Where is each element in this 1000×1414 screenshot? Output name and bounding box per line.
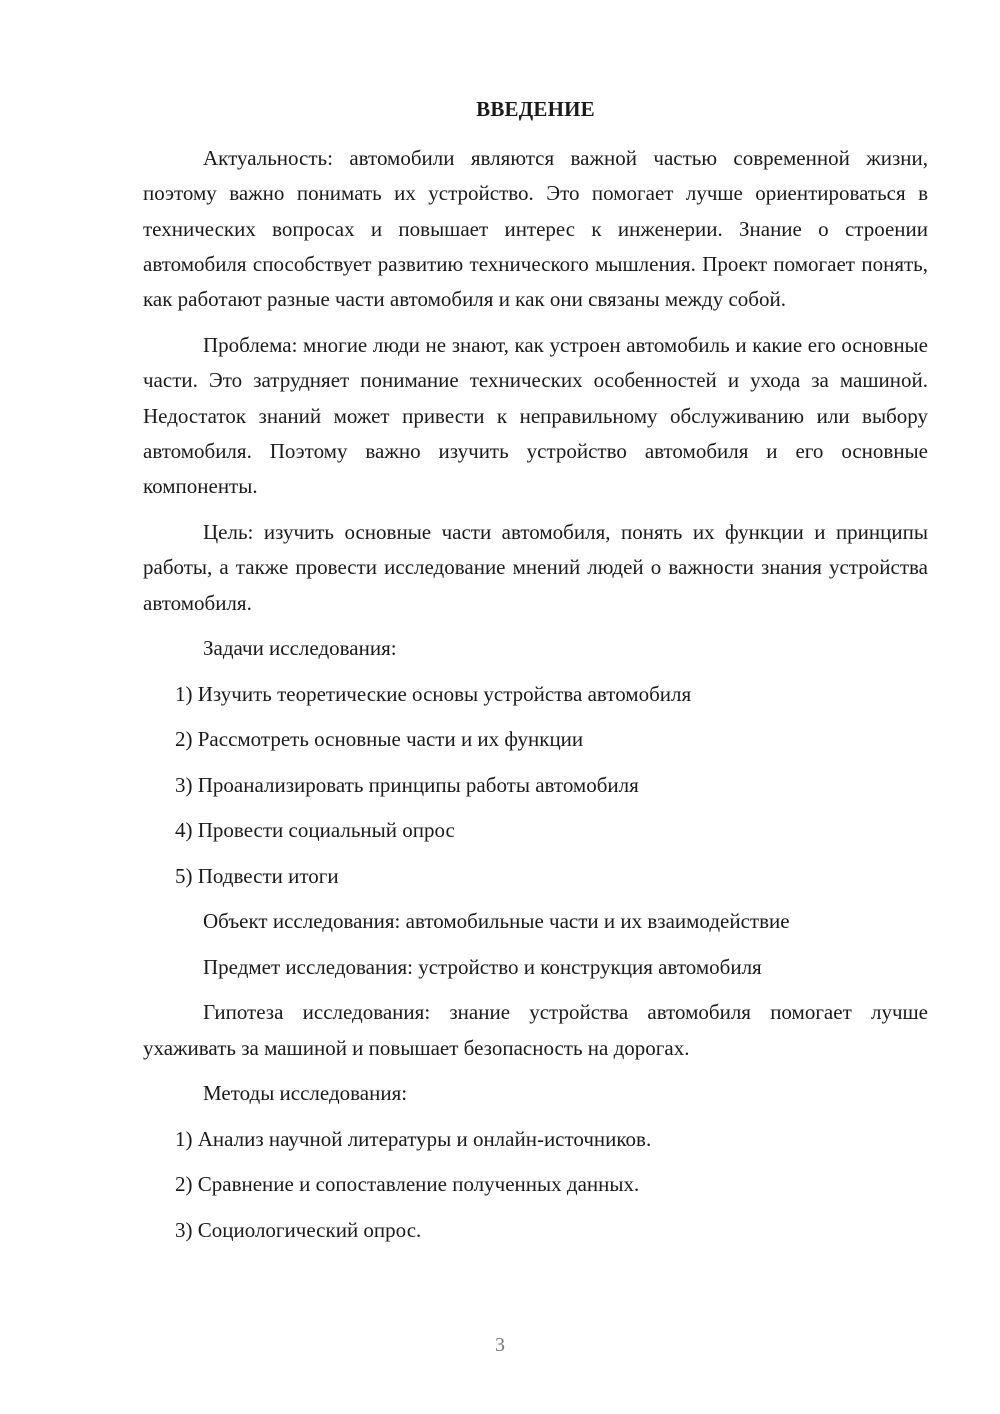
list-item: 1) Анализ научной литературы и онлайн-источников. bbox=[175, 1126, 652, 1151]
page-title: ВВЕДЕНИЕ bbox=[476, 97, 595, 121]
goal-paragraph: Цель: изучить основные части автомобиля, понять их функции и принципы работы, а также провести исследование мнений людей о важности знания устройства автомобиля. bbox=[143, 519, 928, 615]
relevance-paragraph: Актуальность: автомобили являются важной частью современной жизни, поэтому важно понимать их устройство. Это помогает лучше ориентироваться в технических вопросах и повышает интерес к инженерии. Знание о строении автомобиля способствует развитию технического мышления. Проект помогает понять, как работают разные части автомобиля и как они связаны между собой. bbox=[143, 146, 928, 312]
list-item: 2) Сравнение и сопоставление полученных данных. bbox=[175, 1172, 640, 1197]
subject-paragraph: Предмет исследования: устройство и конструкция автомобиля bbox=[203, 954, 762, 979]
problem-paragraph: Проблема: многие люди не знают, как устроен автомобиль и какие его основные части. Это затрудняет понимание технических особенностей и ухода за машиной. Недостаток знаний может привести к неправильному обслуживанию или выбору автомобиля. Поэтому важно изучить устройство автомобиля и его основные компоненты. bbox=[143, 332, 928, 499]
list-item: 3) Социологический опрос. bbox=[175, 1217, 422, 1242]
list-item: 2) Рассмотреть основные части и их функции bbox=[175, 727, 584, 752]
list-item: 4) Провести социальный опрос bbox=[175, 818, 455, 843]
document-page bbox=[143, 92, 928, 1258]
tasks-list bbox=[143, 677, 928, 894]
list-item: 3) Проанализировать принципы работы автомобиля bbox=[175, 772, 639, 797]
hypothesis-paragraph: Гипотеза исследования: знание устройства автомобиля помогает лучше ухаживать за машиной и повышает безопасность на дорогах. bbox=[143, 1000, 928, 1060]
object-paragraph: Объект исследования: автомобильные части и их взаимодействие bbox=[203, 909, 790, 934]
methods-list bbox=[143, 1122, 928, 1248]
list-item: 5) Подвести итоги bbox=[175, 863, 339, 888]
tasks-heading: Задачи исследования: bbox=[203, 636, 397, 661]
methods-heading: Методы исследования: bbox=[203, 1081, 408, 1106]
list-item: 1) Изучить теоретические основы устройства автомобиля bbox=[175, 681, 692, 706]
page-number: 3 bbox=[495, 1334, 505, 1356]
